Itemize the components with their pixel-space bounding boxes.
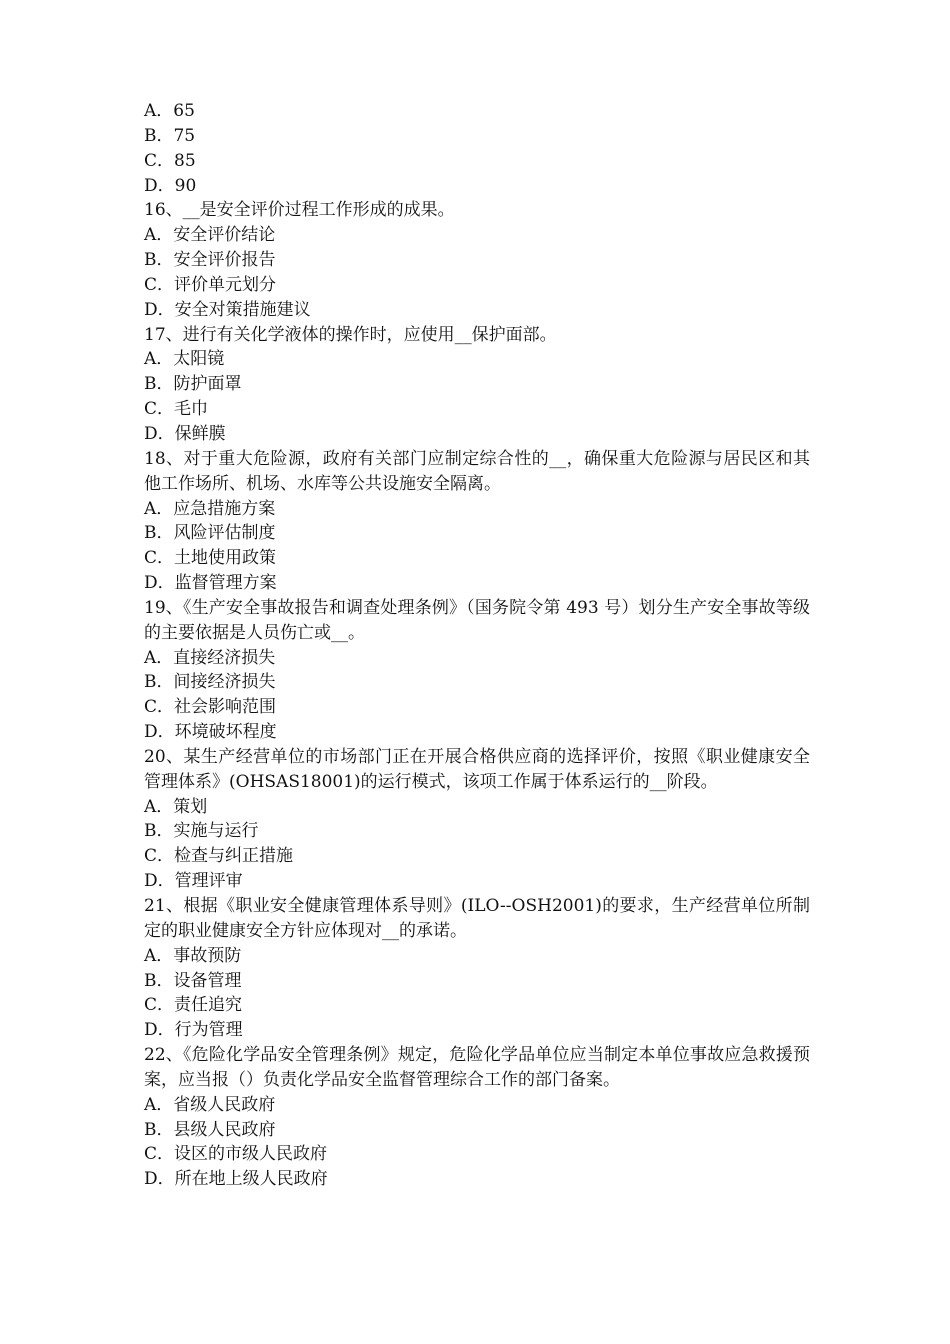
option-b: B．75 (144, 125, 196, 146)
option-b: B．风险评估制度 (144, 523, 276, 544)
option-c: C．社会影响范围 (144, 697, 277, 718)
option-a: A．策划 (144, 796, 208, 817)
option-c: C．检查与纠正措施 (144, 846, 294, 867)
option-d: D．保鲜膜 (144, 423, 226, 444)
option-d: D．所在地上级人民政府 (144, 1169, 328, 1190)
leading-options (144, 99, 810, 198)
option-b: B．设备管理 (144, 970, 242, 991)
option-c: C．评价单元划分 (144, 274, 277, 295)
option-c: C．土地使用政策 (144, 548, 277, 569)
question-stem: 19、《生产安全事故报告和调查处理条例》（国务院令第 493 号）划分生产安全事故等级的主要依据是人员伤亡或__。 (144, 597, 810, 643)
option-b: B．安全评价报告 (144, 250, 276, 271)
option-c: C．责任追究 (144, 995, 243, 1016)
question-18 (144, 447, 810, 596)
option-d: D．90 (144, 175, 197, 196)
question-21 (144, 894, 810, 1043)
option-b: B．间接经济损失 (144, 672, 276, 693)
option-a: A．安全评价结论 (144, 225, 276, 246)
option-d: D．行为管理 (144, 1020, 243, 1041)
question-16 (144, 198, 810, 322)
question-stem: 16、__是安全评价过程工作形成的成果。 (144, 200, 455, 221)
question-stem: 17、进行有关化学液体的操作时，应使用__保护面部。 (144, 324, 557, 345)
question-22 (144, 1043, 810, 1192)
document-page (144, 99, 810, 1192)
option-b: B．县级人民政府 (144, 1119, 276, 1140)
question-stem: 20、某生产经营单位的市场部门正在开展合格供应商的选择评价，按照《职业健康安全管理体系》(OHSAS18001)的运行模式，该项工作属于体系运行的__阶段。 (144, 746, 810, 792)
option-d: D．安全对策措施建议 (144, 299, 311, 320)
option-c: C．毛巾 (144, 399, 209, 420)
question-stem: 22、《危险化学品安全管理条例》规定，危险化学品单位应当制定本单位事故应急救援预案，应当报（）负责化学品安全监督管理综合工作的部门备案。 (144, 1045, 810, 1090)
question-17 (144, 323, 810, 447)
question-19 (144, 596, 810, 745)
option-a: A．省级人民政府 (144, 1094, 276, 1115)
question-stem: 18、对于重大危险源，政府有关部门应制定综合性的__，确保重大危险源与居民区和其他工作场所、机场、水库等公共设施安全隔离。 (144, 448, 810, 494)
question-stem: 21、根据《职业安全健康管理体系导则》(ILO--OSH2001)的要求，生产经营单位所制定的职业健康安全方针应体现对__的承诺。 (144, 896, 810, 941)
option-a: A．直接经济损失 (144, 647, 276, 668)
option-a: A．事故预防 (144, 945, 242, 966)
option-b: B．防护面罩 (144, 374, 242, 395)
option-a: A．应急措施方案 (144, 498, 276, 519)
option-b: B．实施与运行 (144, 821, 259, 842)
option-c: C．85 (144, 150, 196, 171)
option-d: D．监督管理方案 (144, 573, 277, 594)
option-c: C．设区的市级人民政府 (144, 1144, 328, 1165)
option-a: A．太阳镜 (144, 349, 225, 370)
option-d: D．管理评审 (144, 871, 243, 892)
question-20 (144, 745, 810, 894)
option-d: D．环境破坏程度 (144, 722, 277, 743)
option-a: A．65 (144, 101, 195, 121)
